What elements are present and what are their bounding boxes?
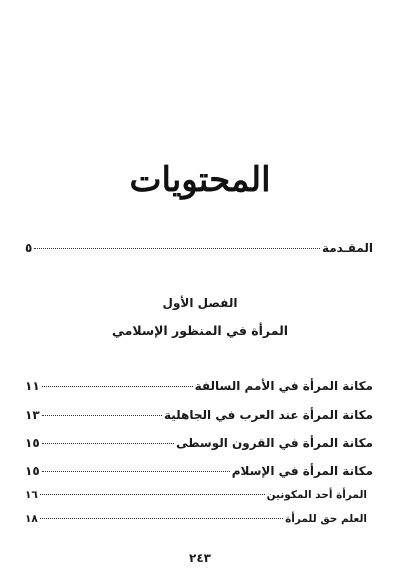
toc-label: مكانة المرأة عند العرب في الجاهلية — [163, 408, 373, 422]
toc-row-intro[interactable] — [25, 241, 373, 255]
toc-label: مكانة المرأة في القرون الوسطى — [176, 436, 373, 450]
chapter-heading: الفصل الأول — [162, 296, 238, 310]
toc-row[interactable] — [25, 379, 373, 393]
dot-leader — [42, 415, 162, 416]
toc-subrow[interactable] — [25, 489, 367, 501]
toc-page-number: ١٥ — [25, 464, 40, 478]
toc-row[interactable] — [25, 464, 373, 478]
toc-label: مكانة المرأة في الأمم السالفة — [194, 379, 373, 393]
toc-sublabel: المرأة أحد المكونين — [266, 489, 367, 501]
toc-page-number: ٥ — [25, 241, 33, 255]
toc-label: مكانة المرأة في الإسلام — [231, 464, 373, 478]
toc-page-number: ١٣ — [25, 408, 40, 422]
toc-page-number: ١١ — [25, 379, 40, 393]
toc-sublabel: العلم حق للمرأة — [285, 513, 367, 525]
toc-page-number: ١٨ — [25, 513, 38, 525]
dot-leader — [42, 443, 174, 444]
page-footer-number: ٢٤٣ — [189, 551, 211, 565]
toc-label: المقـدمة — [321, 241, 373, 255]
dot-leader — [40, 494, 265, 495]
toc-page-number: ١٦ — [25, 489, 38, 501]
toc-page-number: ١٥ — [25, 436, 40, 450]
toc-row[interactable] — [25, 408, 373, 422]
dot-leader — [40, 518, 283, 519]
chapter-title: المرأة في المنظور الإسلامي — [111, 323, 289, 338]
dot-leader — [42, 386, 193, 387]
dot-leader — [34, 248, 320, 249]
toc-subrow[interactable] — [25, 513, 367, 525]
page-title: المحتويات — [129, 160, 271, 200]
toc-row[interactable] — [25, 436, 373, 450]
dot-leader — [42, 471, 230, 472]
